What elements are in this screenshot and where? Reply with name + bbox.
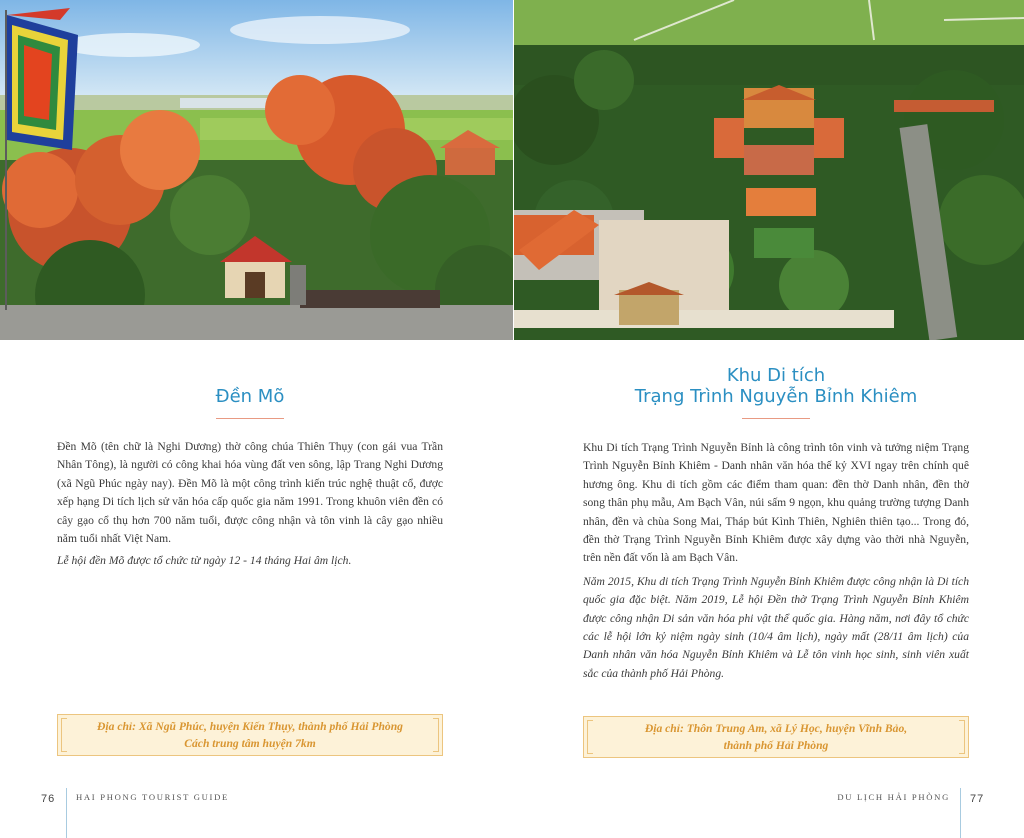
den-mo-description: Đền Mõ (tên chữ là Nghi Dương) thờ công chúa Thiên Thụy (con gái vua Trần Nhân Tông), là người có công khai hóa vùng đất ven sông, lập Trang Nghi Dương (xã Ngũ Phúc ngày nay). Đền Mõ là một công trình kiến trúc nghệ thuật cổ, được xếp hạng Di tích lịch sử văn hóa cấp quốc gia năm 1991. Trong khuôn viên đền có cây gạo cổ thụ hơn 700 năm tuổi, được công nhận và tôn vinh là cây gạo nhiều năm tuổi nhất Việt Nam. bbox=[57, 440, 443, 546]
trang-trinh-recognition-note: Năm 2015, Khu di tích Trạng Trình Nguyễn Bỉnh Khiêm được công nhận là Di tích quốc gia đặc biệt. Năm 2019, Lễ hội Đền thờ Trạng Trình Nguyễn Bỉnh Khiêm được công nhận Di sản văn hóa phi vật thể quốc gia. Hàng năm, nơi đây tổ chức các lễ hội lớn kỷ niệm ngày sinh (10/4 âm lịch), ngày mất (28/11 âm lịch) của Danh nhân văn hóa Nguyễn Bỉnh Khiêm và Lễ tôn vinh học sinh, sinh viên xuất sắc của thành phố Hải Phòng. bbox=[583, 574, 969, 680]
distance-line: Cách trung tâm huyện 7km bbox=[184, 737, 316, 750]
den-mo-photo bbox=[0, 0, 513, 340]
trang-trinh-aerial-photo bbox=[514, 0, 1024, 340]
footer-divider bbox=[66, 788, 67, 838]
page-number: 77 bbox=[970, 793, 985, 805]
running-head: HAI PHONG TOURIST GUIDE bbox=[76, 792, 229, 802]
left-article bbox=[57, 340, 443, 750]
den-mo-address-box bbox=[57, 714, 443, 756]
title-line: Khu Di tích bbox=[726, 365, 826, 386]
trang-trinh-address-box bbox=[583, 716, 969, 758]
address-line: Địa chỉ: Xã Ngũ Phúc, huyện Kiến Thụy, thành phố Hải Phòng bbox=[97, 720, 403, 733]
left-footer bbox=[0, 788, 512, 838]
right-article bbox=[583, 340, 969, 752]
den-mo-title: Đền Mõ bbox=[215, 386, 285, 407]
address-line: Địa chỉ: Thôn Trung Am, xã Lý Học, huyện Vĩnh Bảo, bbox=[644, 722, 908, 735]
title-line: Trạng Trình Nguyễn Bỉnh Khiêm bbox=[634, 386, 918, 407]
den-mo-festival-note: Lễ hội đền Mõ được tổ chức từ ngày 12 - 14 tháng Hai âm lịch. bbox=[57, 554, 352, 568]
title-divider bbox=[742, 418, 810, 419]
trang-trinh-title bbox=[583, 365, 969, 407]
right-footer bbox=[512, 788, 1024, 838]
address-line: thành phố Hải Phòng bbox=[723, 739, 829, 752]
running-head: DU LỊCH HẢI PHÒNG bbox=[837, 792, 950, 802]
trang-trinh-description: Khu Di tích Trạng Trình Nguyễn Bỉnh là công trình tôn vinh và tưởng niệm Trạng Trình Nguyễn Bỉnh Khiêm - Danh nhân văn hóa thế kỷ XVI ngay trên chính quê hương ông. Khu di tích gồm các điểm tham quan: đền thờ Danh nhân, đền thờ song thân phụ mẫu, Am Bạch Vân, núi sấm 9 ngọn, khu quảng trường tượng Danh nhân, đền và chùa Song Mai, Tháp bút Kình Thiên, Nghiên thiên tạo... Trong đó, đền thờ Trạng Trình Nguyễn Bỉnh Khiêm được xây dựng vào thời nhà Nguyễn, trên nền đất vốn là am Bạch Vân. bbox=[583, 441, 969, 565]
footer-divider bbox=[960, 788, 961, 838]
page-number: 76 bbox=[41, 793, 56, 805]
title-divider bbox=[216, 418, 284, 419]
